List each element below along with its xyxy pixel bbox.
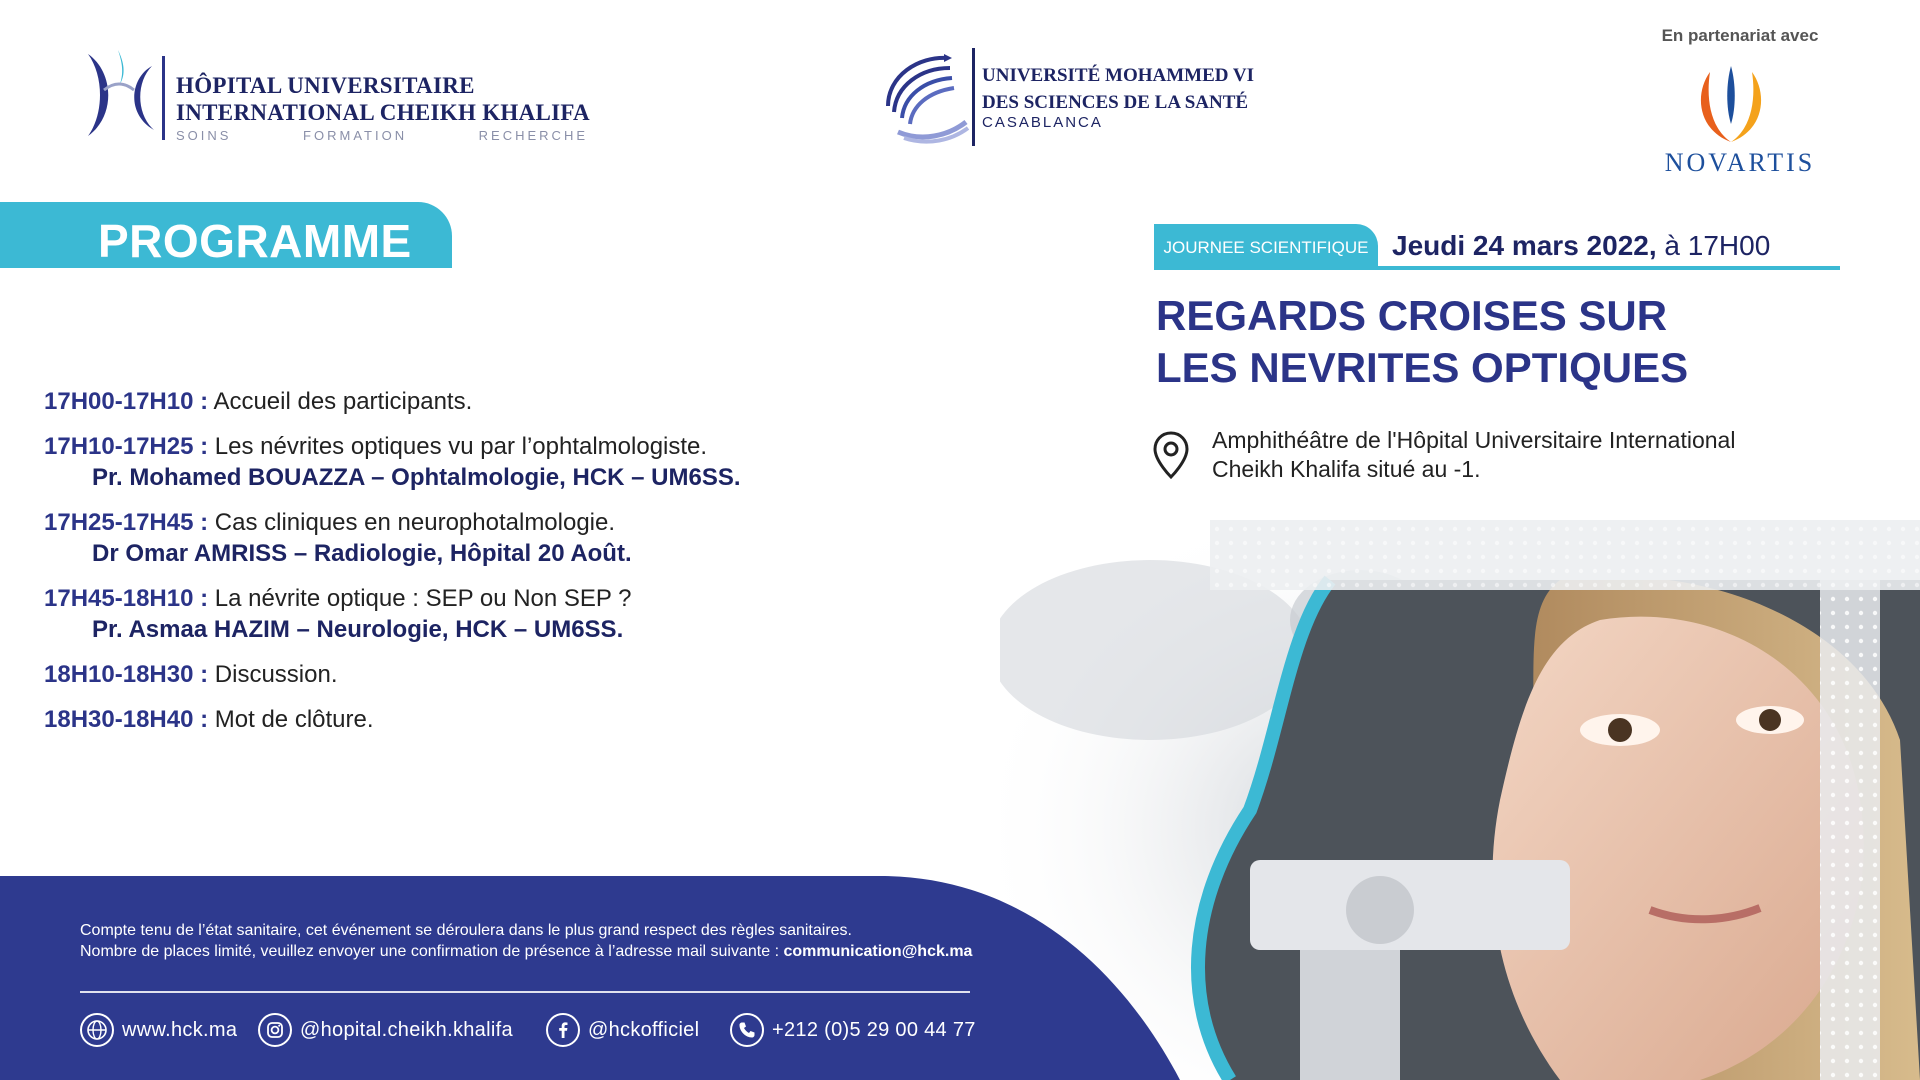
programme-time: 17H00-17H10 : bbox=[44, 388, 209, 415]
event-date: Jeudi 24 mars 2022, à 17H00 bbox=[1392, 230, 1771, 261]
contact-bar bbox=[80, 1012, 980, 1052]
um6ss-city: CASABLANCA bbox=[982, 114, 1103, 131]
programme-text: Cas cliniques en neurophotalmologie. bbox=[208, 509, 616, 536]
event-location: Amphithéâtre de l'Hôpital Universitaire International Cheikh Khalifa situé au -1. bbox=[1212, 427, 1736, 482]
contact-email-link[interactable]: communication@hck.ma bbox=[783, 943, 973, 960]
programme-time: 17H10-17H25 : bbox=[44, 433, 209, 460]
event-title: REGARDS CROISES SUR LES NEVRITES OPTIQUES bbox=[1156, 292, 1689, 391]
programme-speaker: Pr. Mohamed BOUAZZA – Ophtalmologie, HCK – UM6SS. bbox=[92, 464, 741, 491]
facebook-link[interactable]: @hckofficiel bbox=[546, 1012, 699, 1048]
um6ss-divider bbox=[972, 48, 975, 146]
programme-item bbox=[44, 507, 1024, 569]
website-link[interactable]: www.hck.ma bbox=[80, 1012, 237, 1048]
programme-time: 17H25-17H45 : bbox=[44, 509, 209, 536]
programme-text: Mot de clôture. bbox=[208, 706, 374, 733]
programme-item bbox=[44, 704, 1024, 735]
facebook-icon bbox=[546, 1013, 580, 1047]
programme-speaker: Dr Omar AMRISS – Radiologie, Hôpital 20 Août. bbox=[92, 540, 632, 567]
programme-text: Les névrites optiques vu par l’ophtalmologiste. bbox=[208, 433, 708, 460]
location-pin-icon bbox=[1152, 430, 1190, 480]
programme-time: 17H45-18H10 : bbox=[44, 585, 209, 612]
programme-text: Discussion. bbox=[208, 661, 338, 688]
phone-icon bbox=[730, 1013, 764, 1047]
footer-notice: Compte tenu de l’état sanitaire, cet événement se déroulera dans le plus grand respect des règles sanitaires. Nombre de places limité, veuillez envoyer une confirmation de présence à l’adresse mail suivante : communication@hck.ma bbox=[80, 922, 973, 960]
hck-logo bbox=[74, 44, 594, 152]
um6ss-emblem-icon bbox=[878, 46, 970, 146]
hck-title: HÔPITAL UNIVERSITAIRE INTERNATIONAL CHEIKH KHALIFA bbox=[176, 73, 590, 125]
programme-item bbox=[44, 431, 1024, 493]
programme-time: 18H30-18H40 : bbox=[44, 706, 209, 733]
phone-link[interactable]: +212 (0)5 29 00 44 77 bbox=[730, 1012, 976, 1048]
programme-text: La névrite optique : SEP ou Non SEP ? bbox=[208, 585, 632, 612]
programme-item bbox=[44, 583, 1024, 645]
hck-tagline: SOINS FORMATION RECHERCHE bbox=[176, 128, 588, 143]
novartis-flame-icon bbox=[1692, 64, 1770, 148]
programme-title: PROGRAMME bbox=[98, 215, 412, 267]
programme-item bbox=[44, 659, 1024, 690]
hck-divider bbox=[162, 56, 165, 140]
instagram-icon bbox=[258, 1013, 292, 1047]
programme-list bbox=[44, 386, 1024, 749]
programme-time: 18H10-18H30 : bbox=[44, 661, 209, 688]
um6ss-title: UNIVERSITÉ MOHAMMED VI DES SCIENCES DE LA SANTÉ bbox=[982, 65, 1255, 113]
programme-text: Accueil des participants. bbox=[208, 388, 473, 415]
um6ss-logo bbox=[878, 44, 1278, 152]
footer-divider bbox=[80, 991, 970, 993]
globe-icon bbox=[80, 1013, 114, 1047]
instagram-link[interactable]: @hopital.cheikh.khalifa bbox=[258, 1012, 513, 1048]
programme-item bbox=[44, 386, 1024, 417]
novartis-wordmark: NOVARTIS bbox=[1664, 148, 1816, 177]
hck-emblem-icon bbox=[74, 44, 164, 144]
programme-speaker: Pr. Asmaa HAZIM – Neurologie, HCK – UM6SS. bbox=[92, 616, 624, 643]
event-type-badge: JOURNEE SCIENTIFIQUE bbox=[1154, 224, 1378, 270]
partner-label: En partenariat avec bbox=[1661, 26, 1819, 45]
